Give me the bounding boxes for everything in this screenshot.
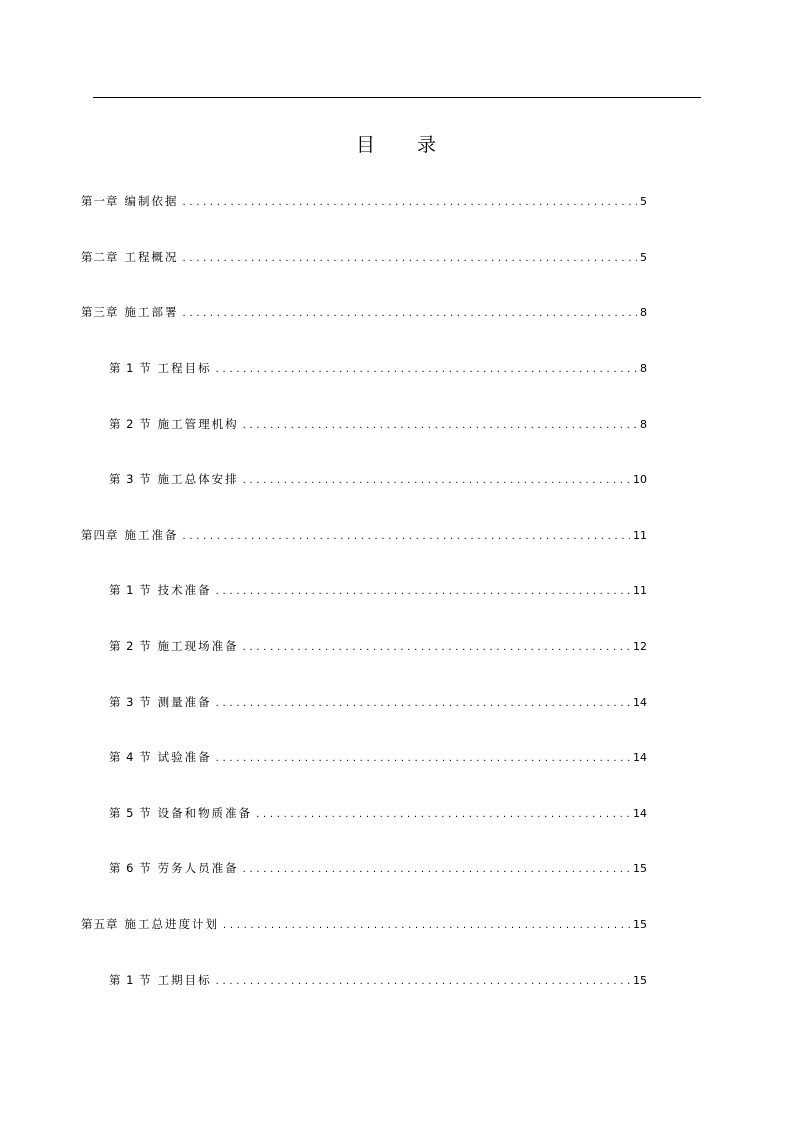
toc-entry[interactable] bbox=[109, 748, 647, 766]
toc-entry-number: 第五章 bbox=[81, 917, 119, 931]
toc-entry-page: 14 bbox=[633, 696, 647, 709]
toc-entry-number: 第二章 bbox=[81, 250, 119, 264]
toc-entry-title: 设备和物质准备 bbox=[157, 806, 253, 820]
toc-leader-dots bbox=[243, 639, 630, 657]
toc-leader-dots bbox=[243, 472, 630, 490]
toc-entry-page: 12 bbox=[633, 640, 647, 653]
toc-entry-number: 第 3 节 bbox=[109, 472, 152, 486]
toc-entry[interactable] bbox=[109, 804, 647, 822]
toc-entry-page: 15 bbox=[633, 974, 647, 987]
toc-entry-title: 施工部署 bbox=[124, 305, 179, 319]
toc-entry[interactable] bbox=[81, 248, 647, 266]
toc-entry-number: 第 3 节 bbox=[109, 695, 152, 709]
toc-entry-page: 11 bbox=[633, 584, 647, 597]
toc-entry-number: 第 6 节 bbox=[109, 861, 152, 875]
toc-entry[interactable] bbox=[81, 192, 647, 210]
toc-entry-number: 第三章 bbox=[81, 305, 119, 319]
toc-entry[interactable] bbox=[109, 971, 647, 989]
toc-entry-title: 工程目标 bbox=[157, 361, 212, 375]
toc-entry-page: 14 bbox=[633, 751, 647, 764]
toc-entry-number: 第 2 节 bbox=[109, 417, 152, 431]
toc-leader-dots bbox=[183, 250, 638, 268]
toc-entry-title: 施工总体安排 bbox=[157, 472, 239, 486]
toc-entry-title: 施工总进度计划 bbox=[124, 917, 219, 931]
toc-entry-page: 15 bbox=[633, 862, 647, 875]
toc-entry-page: 5 bbox=[640, 251, 647, 264]
toc-leader-dots bbox=[216, 750, 630, 768]
toc-entry-number: 第 2 节 bbox=[109, 639, 152, 653]
toc-entry[interactable] bbox=[109, 693, 647, 711]
toc-entry[interactable] bbox=[81, 303, 647, 321]
toc-entry[interactable] bbox=[109, 637, 647, 655]
toc-leader-dots bbox=[216, 973, 630, 991]
toc-entry-title: 施工准备 bbox=[124, 528, 179, 542]
toc-entry-number: 第四章 bbox=[81, 528, 119, 542]
toc-leader-dots bbox=[216, 361, 637, 379]
toc-entry[interactable] bbox=[109, 415, 647, 433]
toc-leader-dots bbox=[243, 417, 637, 435]
toc-entry-number: 第 4 节 bbox=[109, 750, 152, 764]
toc-entry-title: 技术准备 bbox=[157, 583, 212, 597]
toc-leader-dots bbox=[243, 861, 630, 879]
toc-leader-dots bbox=[216, 695, 630, 713]
toc-entry-title: 编制依据 bbox=[124, 194, 179, 208]
toc-entry-page: 8 bbox=[640, 418, 647, 431]
toc-entry-number: 第 5 节 bbox=[109, 806, 152, 820]
toc-entry-page: 5 bbox=[640, 195, 647, 208]
toc-leader-dots bbox=[183, 194, 638, 212]
title-char-2: 录 bbox=[417, 134, 439, 156]
toc-entry-number: 第 1 节 bbox=[109, 583, 152, 597]
toc-entry-page: 11 bbox=[633, 529, 647, 542]
toc-entry-title: 工程概况 bbox=[124, 250, 179, 264]
toc-entry-page: 15 bbox=[633, 918, 647, 931]
toc-entry[interactable] bbox=[81, 526, 647, 544]
toc-entry-title: 试验准备 bbox=[157, 750, 212, 764]
toc-leader-dots bbox=[183, 528, 631, 546]
toc-entry-number: 第一章 bbox=[81, 194, 119, 208]
toc-entry-title: 测量准备 bbox=[157, 695, 212, 709]
toc-entry-number: 第 1 节 bbox=[109, 361, 152, 375]
toc-entry-page: 14 bbox=[633, 807, 647, 820]
toc-entry[interactable] bbox=[109, 581, 647, 599]
toc-entry-page: 10 bbox=[633, 473, 647, 486]
toc-entry[interactable] bbox=[109, 470, 647, 488]
toc-entry[interactable] bbox=[109, 359, 647, 377]
toc-entry[interactable] bbox=[81, 915, 647, 933]
toc-entry-page: 8 bbox=[640, 306, 647, 319]
toc-leader-dots bbox=[216, 583, 630, 601]
toc-leader-dots bbox=[223, 917, 630, 935]
toc-entry-title: 工期目标 bbox=[157, 973, 212, 987]
toc-entry-title: 施工现场准备 bbox=[157, 639, 239, 653]
toc-entry-title: 施工管理机构 bbox=[157, 417, 239, 431]
toc-entry-title: 劳务人员准备 bbox=[157, 861, 239, 875]
toc-leader-dots bbox=[183, 305, 638, 323]
toc-leader-dots bbox=[256, 806, 630, 824]
toc-entry-number: 第 1 节 bbox=[109, 973, 152, 987]
title-char-1: 目 bbox=[355, 134, 377, 156]
toc-entry[interactable] bbox=[109, 859, 647, 877]
toc-entry-page: 8 bbox=[640, 362, 647, 375]
